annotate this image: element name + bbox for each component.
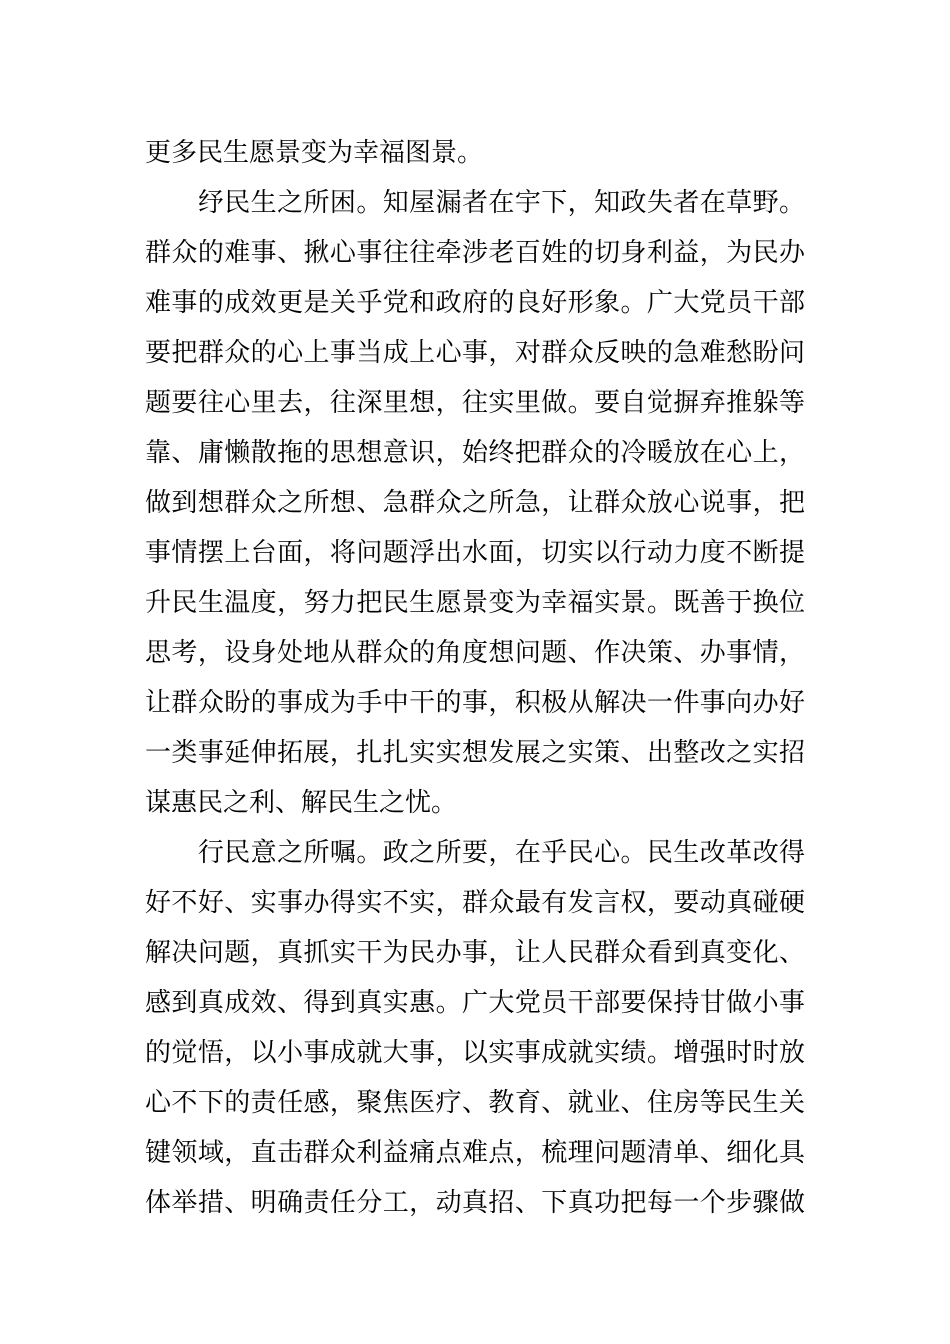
text-line-20: 心不下的责任感，聚焦医疗、教育、就业、住房等民生关 (145, 1088, 805, 1118)
text-line-21: 键领域，直击群众利益痛点难点，梳理问题清单、细化具 (145, 1138, 805, 1168)
text-line-5: 要把群众的心上事当成上心事，对群众反映的急难愁盼问 (145, 338, 805, 368)
text-line-19: 的觉悟，以小事成就大事，以实事成就实绩。增强时时放 (145, 1038, 805, 1068)
text-line-22: 体举措、明确责任分工，动真招、下真功把每一个步骤做 (145, 1188, 805, 1218)
text-line-9: 事情摆上台面，将问题浮出水面，切实以行动力度不断提 (145, 538, 805, 568)
text-line-2: 纾民生之所困。知屋漏者在宇下，知政失者在草野。 (145, 188, 805, 218)
text-line-1: 更多民生愿景变为幸福图景。 (145, 138, 484, 168)
text-line-18: 感到真成效、得到真实惠。广大党员干部要保持甘做小事 (145, 988, 805, 1018)
text-line-17: 解决问题，真抓实干为民办事，让人民群众看到真变化、 (145, 938, 805, 968)
text-line-15: 行民意之所嘱。政之所要，在乎民心。民生改革改得 (145, 838, 805, 868)
text-line-7: 靠、庸懒散拖的思想意识，始终把群众的冷暖放在心上， (145, 438, 805, 468)
text-line-13: 一类事延伸拓展，扎扎实实想发展之实策、出整改之实招 (145, 738, 805, 768)
text-line-10: 升民生温度，努力把民生愿景变为幸福实景。既善于换位 (145, 588, 805, 618)
text-line-8: 做到想群众之所想、急群众之所急，让群众放心说事，把 (145, 488, 805, 518)
text-line-6: 题要往心里去，往深里想，往实里做。要自觉摒弃推躲等 (145, 388, 805, 418)
text-line-14: 谋惠民之利、解民生之忧。 (145, 788, 458, 818)
text-line-3: 群众的难事、揪心事往往牵涉老百姓的切身利益，为民办 (145, 238, 805, 268)
text-line-4: 难事的成效更是关乎党和政府的良好形象。广大党员干部 (145, 288, 805, 318)
text-line-12: 让群众盼的事成为手中干的事，积极从解决一件事向办好 (145, 688, 805, 718)
text-line-11: 思考，设身处地从群众的角度想问题、作决策、办事情， (145, 638, 805, 668)
text-line-16: 好不好、实事办得实不实，群众最有发言权，要动真碰硬 (145, 888, 805, 918)
